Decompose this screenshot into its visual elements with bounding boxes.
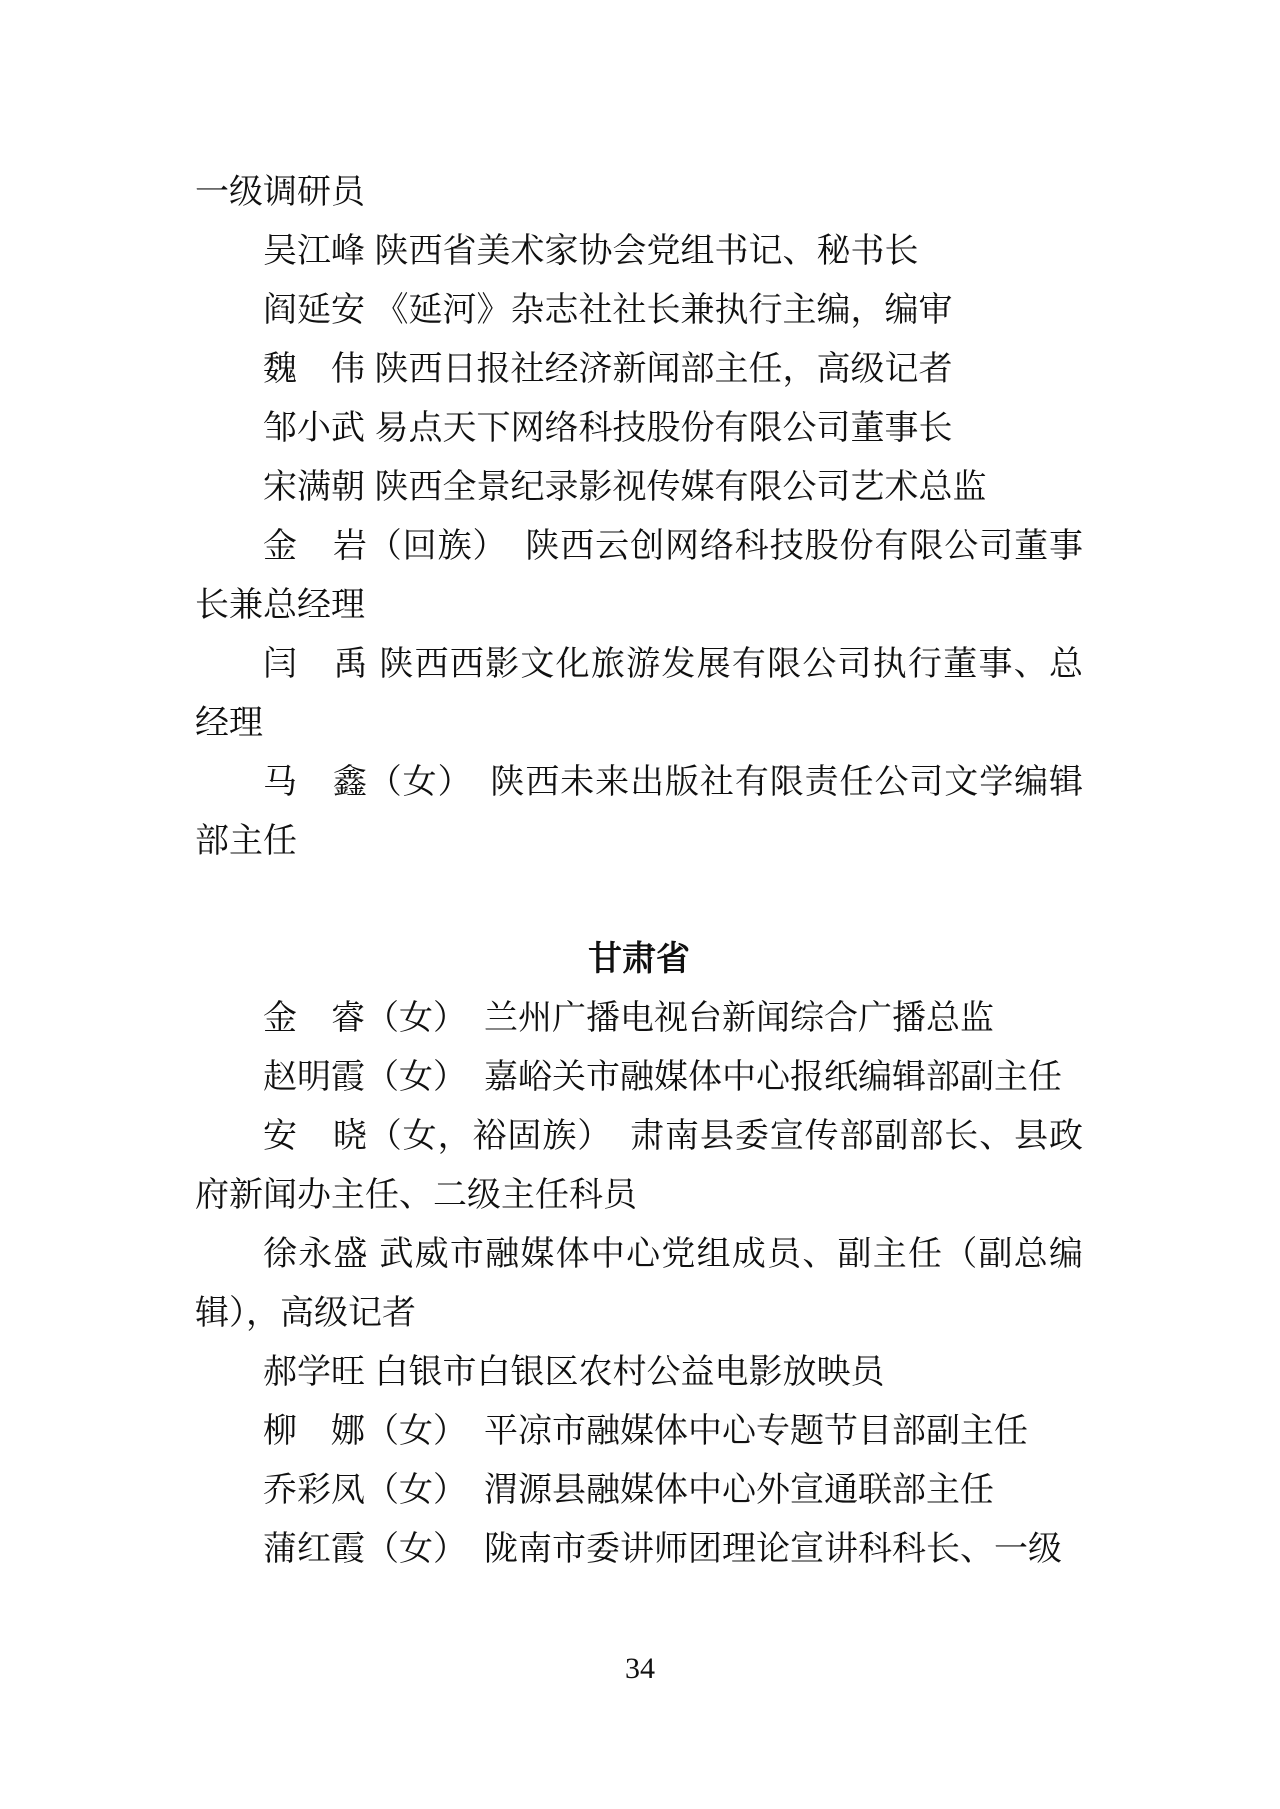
entry-title: 平凉市融媒体中心专题节目部副主任 [484, 1412, 1028, 1450]
entry-name: 乔彩凤 [263, 1471, 365, 1509]
entry-name: 赵明霞 [263, 1058, 365, 1096]
province-heading: 甘肃省 [588, 940, 690, 978]
award-entry [195, 222, 1083, 281]
entry-title: 易点天下网络科技股份有限公司董事长 [374, 409, 953, 447]
blank-line [195, 871, 1083, 930]
entry-tag: （女） [367, 763, 456, 801]
entry-name: 闫 禹 [263, 645, 369, 683]
entry-tag: （女，裕固族） [367, 1117, 596, 1155]
entry-title: 陕西日报社经济新闻部主任，高级记者 [374, 350, 953, 388]
entry-title: 陕西全景纪录影视传媒有限公司艺术总监 [374, 468, 987, 506]
entry-title: 陕西云创网络科技股份有限公司董事长兼总经理 [195, 527, 1084, 624]
entry-title: 武威市融媒体中心党组成员、副主任（副总编辑），高级记者 [195, 1235, 1084, 1332]
entry-tag: （女） [365, 1471, 450, 1509]
entry-title: 陕西未来出版社有限责任公司文学编辑部主任 [195, 763, 1084, 860]
entry-title: 兰州广播电视台新闻综合广播总监 [484, 999, 994, 1037]
entry-tag: （女） [365, 1058, 450, 1096]
award-entry [195, 1225, 1083, 1343]
award-entry [195, 753, 1083, 871]
entry-name: 柳 娜 [263, 1412, 365, 1450]
entry-name: 宋满朝 [263, 468, 365, 506]
award-entry [195, 517, 1083, 635]
entry-name: 马 鑫 [263, 763, 368, 801]
award-entry [195, 340, 1083, 399]
entry-name: 金 睿 [263, 999, 365, 1037]
award-entry [195, 1461, 1083, 1520]
rank-heading: 一级调研员 [195, 173, 365, 211]
entry-title: 陕西西影文化旅游发展有限公司执行董事、总经理 [195, 645, 1084, 742]
entry-title: 《延河》杂志社社长兼执行主编，编审 [374, 291, 953, 329]
entry-title: 陇南市委讲师团理论宣讲科科长、一级 [484, 1530, 1062, 1568]
award-entry [195, 1343, 1083, 1402]
award-entry [195, 281, 1083, 340]
entry-title: 嘉峪关市融媒体中心报纸编辑部副主任 [484, 1058, 1062, 1096]
entry-name: 金 岩 [263, 527, 368, 565]
award-entry [195, 1402, 1083, 1461]
entry-tag: （女） [365, 1530, 450, 1568]
page-number: 34 [625, 1652, 655, 1685]
award-entry [195, 989, 1083, 1048]
entry-title: 白银市白银区农村公益电影放映员 [374, 1353, 885, 1391]
entry-title: 渭源县融媒体中心外宣通联部主任 [484, 1471, 994, 1509]
document-content [195, 163, 1083, 1579]
entry-title: 肃南县委宣传部副部长、县政府新闻办主任、二级主任科员 [195, 1117, 1084, 1214]
award-entry [195, 399, 1083, 458]
award-entry [195, 635, 1083, 753]
entry-tag: （回族） [367, 527, 491, 565]
award-entry [195, 1107, 1083, 1225]
entry-name: 徐永盛 [263, 1235, 369, 1273]
entry-tag: （女） [365, 1412, 450, 1450]
entry-name: 蒲红霞 [263, 1530, 365, 1568]
entry-name: 安 晓 [263, 1117, 368, 1155]
entry-name: 邹小武 [263, 409, 365, 447]
entry-title: 陕西省美术家协会党组书记、秘书长 [374, 232, 919, 270]
award-entry [195, 1520, 1083, 1579]
award-entry [195, 1048, 1083, 1107]
entry-name: 郝学旺 [263, 1353, 365, 1391]
entry-name: 吴江峰 [263, 232, 365, 270]
entry-name: 魏 伟 [263, 350, 365, 388]
entry-name: 阎延安 [263, 291, 365, 329]
award-entry [195, 458, 1083, 517]
entry-tag: （女） [365, 999, 450, 1037]
